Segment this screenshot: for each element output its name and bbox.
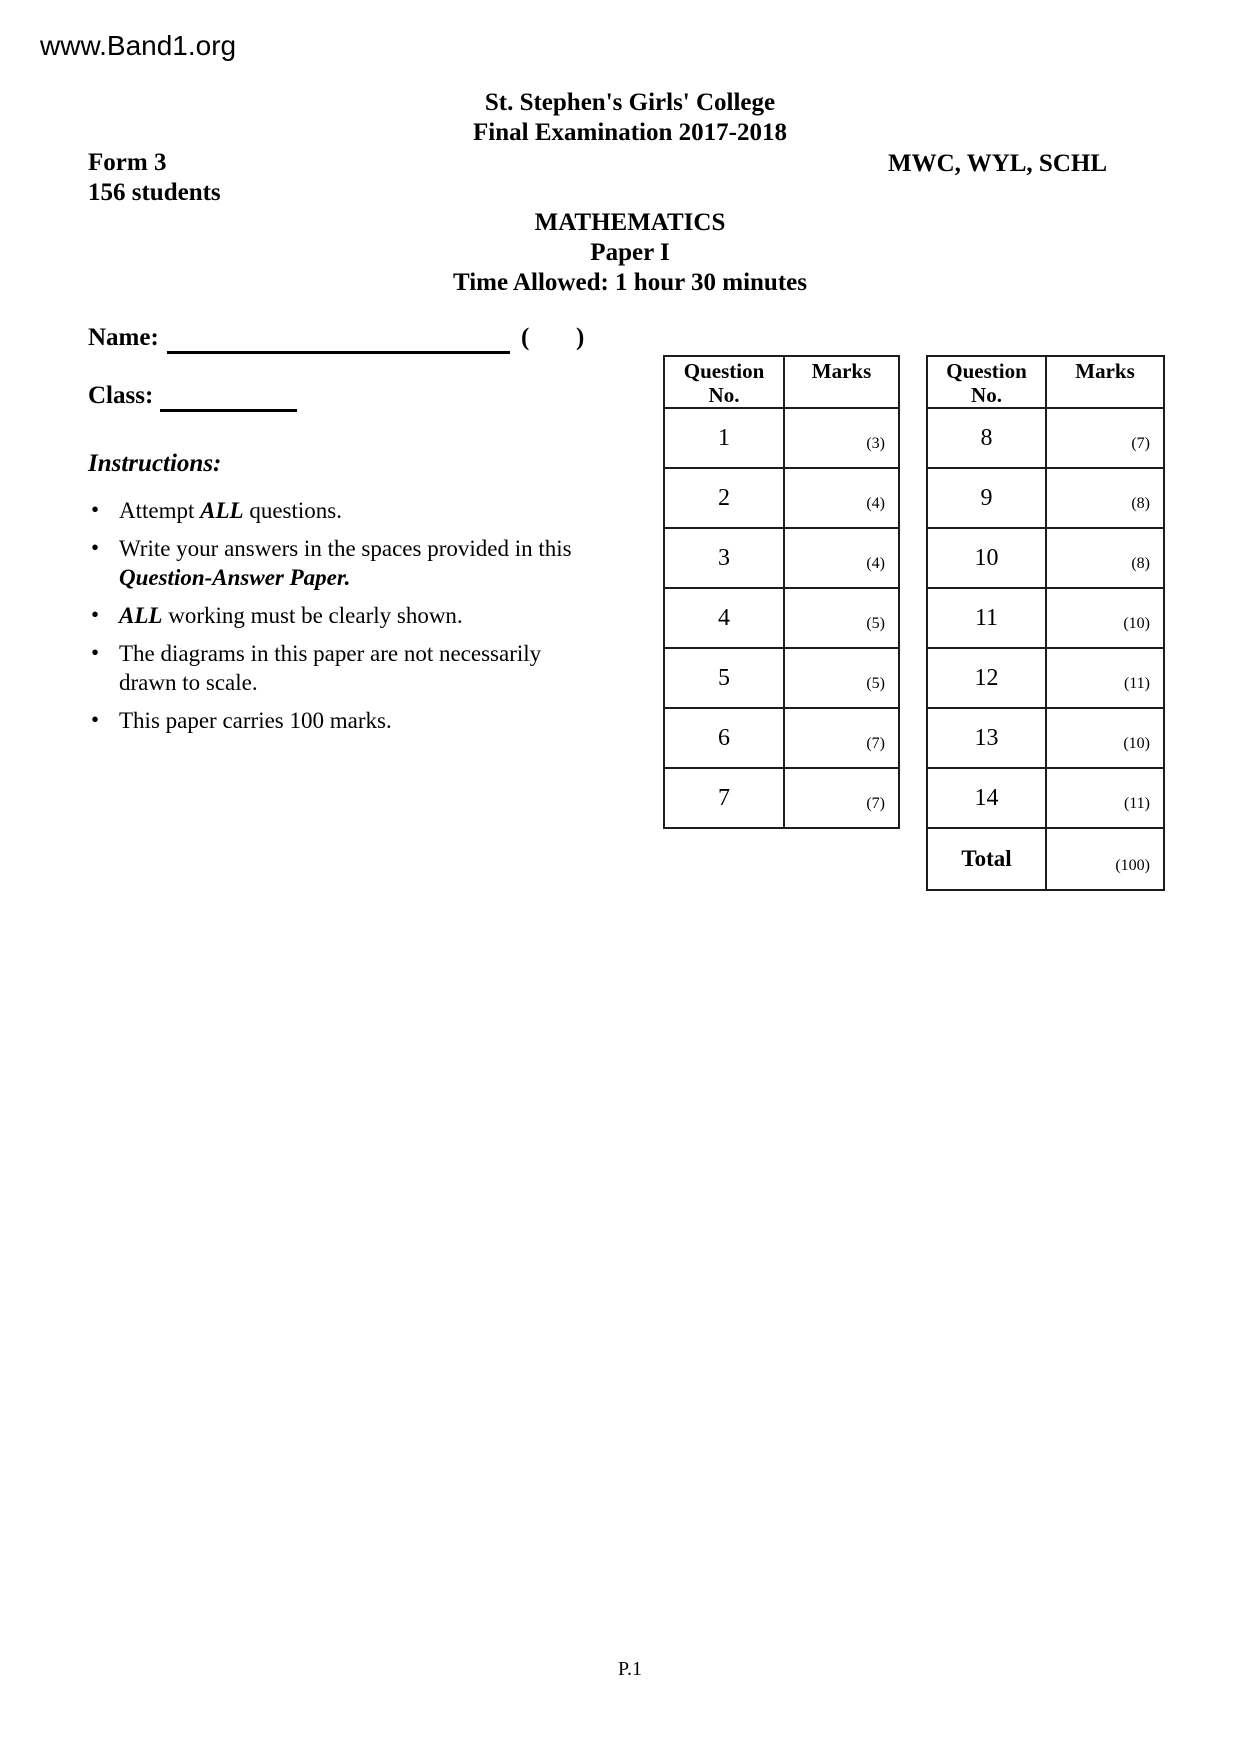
teacher-codes: MWC, WYL, SCHL (888, 150, 1108, 177)
exam-title: Final Examination 2017-2018 (473, 119, 787, 146)
question-no-cell: 5 (664, 648, 784, 708)
marks-table-questions-1-7 (663, 355, 900, 829)
school-name: St. Stephen's Girls' College (484, 89, 776, 116)
marks-table-row (927, 708, 1164, 768)
marks-cell: (5) (784, 588, 899, 648)
question-no-header: Question No. (927, 356, 1046, 408)
marks-table-header-row (927, 356, 1164, 408)
time-allowed: Time Allowed: 1 hour 30 minutes (453, 269, 807, 296)
class-number-paren-close: ) (576, 324, 585, 351)
marks-cell: (10) (1046, 588, 1164, 648)
marks-cell: (7) (784, 768, 899, 828)
question-no-cell: 4 (664, 588, 784, 648)
marks-table-row (927, 768, 1164, 828)
marks-table-row (927, 588, 1164, 648)
marks-cell: (11) (1046, 768, 1164, 828)
marks-table-row (664, 468, 899, 528)
marks-table-header-row (664, 356, 899, 408)
marks-cell: (10) (1046, 708, 1164, 768)
marks-table-total-row (927, 828, 1164, 890)
marks-cell: (5) (784, 648, 899, 708)
marks-cell: (4) (784, 528, 899, 588)
marks-table-row (664, 768, 899, 828)
marks-cell: (3) (784, 408, 899, 468)
marks-header: Marks (1046, 356, 1164, 408)
question-no-header: Question No. (664, 356, 784, 408)
subject-title: MATHEMATICS (534, 209, 726, 236)
total-label-cell: Total (927, 828, 1046, 890)
marks-cell: (8) (1046, 528, 1164, 588)
marks-table-row (927, 408, 1164, 468)
question-no-cell: 1 (664, 408, 784, 468)
student-count: 156 students (88, 179, 221, 206)
instruction-item: • This paper carries 100 marks. (88, 706, 608, 735)
class-blank-line (160, 378, 297, 412)
paper-number: Paper I (590, 239, 670, 266)
question-no-cell: 9 (927, 468, 1046, 528)
question-no-cell: 11 (927, 588, 1046, 648)
question-no-cell: 10 (927, 528, 1046, 588)
marks-table-questions-8-14 (926, 355, 1165, 891)
marks-cell: (4) (784, 468, 899, 528)
page-number: P.1 (618, 1658, 642, 1680)
form-info (88, 148, 221, 208)
question-no-cell: 12 (927, 648, 1046, 708)
marks-cell: (11) (1046, 648, 1164, 708)
marks-header: Marks (784, 356, 899, 408)
marks-cell: (7) (1046, 408, 1164, 468)
marks-table-row (664, 408, 899, 468)
marks-cell: (7) (784, 708, 899, 768)
instructions-list (88, 496, 608, 744)
name-blank-line (167, 320, 510, 354)
marks-table-row (664, 528, 899, 588)
marks-table-row (664, 588, 899, 648)
name-label: Name: (88, 324, 159, 351)
marks-cell: (8) (1046, 468, 1164, 528)
question-no-cell: 13 (927, 708, 1046, 768)
question-no-cell: 7 (664, 768, 784, 828)
marks-table-row (927, 468, 1164, 528)
question-no-cell: 2 (664, 468, 784, 528)
marks-table-row (927, 528, 1164, 588)
marks-table-row (664, 708, 899, 768)
question-no-cell: 6 (664, 708, 784, 768)
question-no-cell: 3 (664, 528, 784, 588)
instruction-item: • The diagrams in this paper are not necessarily drawn to scale. (88, 639, 608, 697)
instruction-item: • Write your answers in the spaces provided in this Question-Answer Paper. (88, 534, 608, 592)
marks-table-row (927, 648, 1164, 708)
instructions-title: Instructions: (88, 450, 222, 477)
question-no-cell: 14 (927, 768, 1046, 828)
watermark-url: www.Band1.org (40, 30, 237, 61)
class-number-paren-open: ( (521, 324, 530, 351)
class-label: Class: (88, 382, 154, 409)
exam-header (330, 88, 930, 298)
marks-table-row (664, 648, 899, 708)
form-level: Form 3 (88, 149, 167, 176)
instruction-item: • Attempt ALL questions. (88, 496, 608, 525)
question-no-cell: 8 (927, 408, 1046, 468)
total-marks-cell: (100) (1046, 828, 1164, 890)
instruction-item: • ALL working must be clearly shown. (88, 601, 608, 630)
